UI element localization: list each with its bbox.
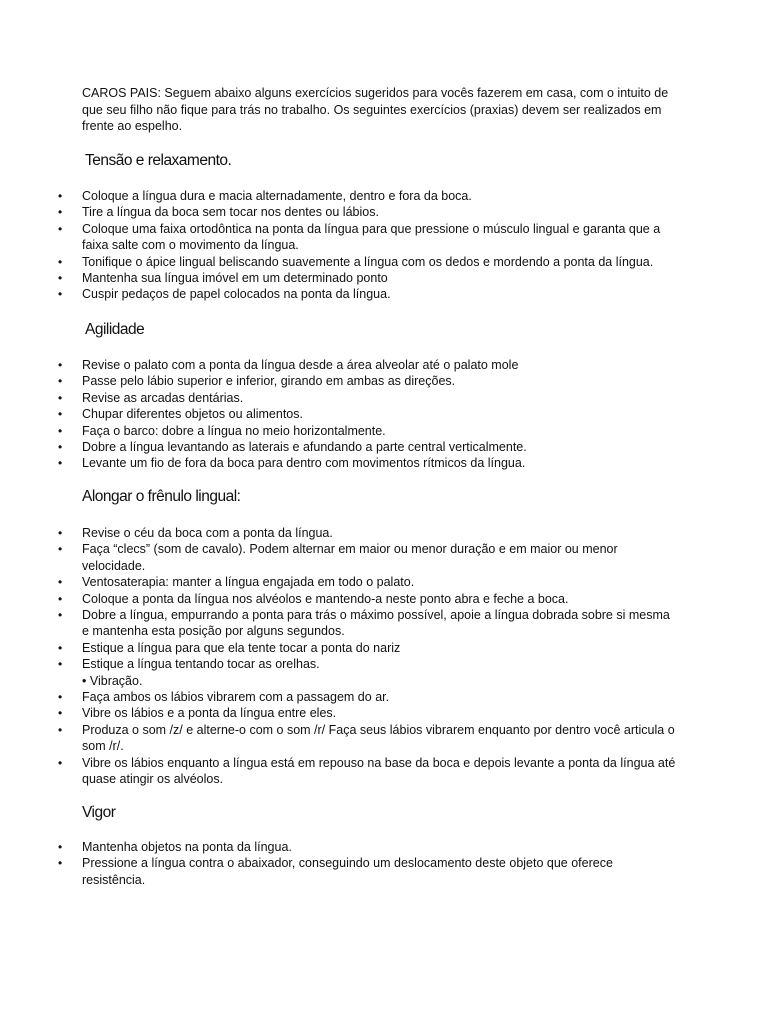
- section-heading-frenulo: Alongar o frênulo lingual:: [82, 488, 241, 505]
- bullet-icon: •: [58, 189, 63, 203]
- section-list-agilidade: [0, 357, 700, 472]
- bullet-icon: •: [58, 526, 63, 540]
- list-item: • Dobre a língua levantando as laterais e afundando a parte central verticalmente.: [58, 440, 527, 455]
- list-item: • Estique a língua para que ela tente tocar a ponta do nariz: [58, 640, 401, 655]
- list-item: • Tonifique o ápice lingual beliscando suavemente a língua com os dedos e mordendo a ponta da língua.: [58, 254, 654, 269]
- bullet-icon: •: [58, 254, 63, 269]
- bullet-icon: •: [58, 591, 63, 606]
- list-item: • Produza o som /z/ e alterne-o com o som /r/ Faça seus lábios vibrarem enquanto por dentro você articula o som /r/.: [58, 722, 675, 754]
- list-item: • Tire a língua da boca sem tocar nos dentes ou lábios.: [58, 205, 379, 220]
- list-item: • Vibre os lábios enquanto a língua está em repouso na base da boca e depois levante a ponta da língua até quase atingir os alvéolos.: [58, 755, 676, 787]
- list-item: • Cuspir pedaços de papel colocados na ponta da língua.: [58, 287, 391, 302]
- section-heading-agilidade: Agilidade: [85, 321, 145, 338]
- bullet-icon: •: [58, 608, 63, 623]
- bullet-icon: •: [58, 271, 63, 286]
- bullet-icon: •: [58, 390, 63, 405]
- list-item: • Chupar diferentes objetos ou alimentos.: [58, 407, 303, 422]
- list-item: • Coloque a língua dura e macia alternadamente, dentro e fora da boca.: [58, 189, 472, 203]
- list-item: • Coloque uma faixa ortodôntica na ponta da língua para que pressione o músculo lingual e garanta que a faixa salte com o movimento da língua.: [58, 221, 661, 253]
- bullet-icon: •: [58, 205, 63, 220]
- list-item: • Dobre a língua, empurrando a ponta para trás o máximo possível, apoie a língua dobrada sobre si mesma e mantenha esta posição por alguns segundos.: [58, 608, 670, 639]
- list-item: • Mantenha objetos na ponta da língua.: [58, 840, 292, 854]
- section-list-vigor: [0, 839, 700, 888]
- bullet-icon: •: [58, 374, 63, 389]
- list-item: • Mantenha sua língua imóvel em um determinado ponto: [58, 271, 388, 286]
- section-heading-tensao: Tensão e relaxamento.: [85, 152, 232, 169]
- section-heading-vigor: Vigor: [82, 804, 116, 821]
- list-item: • Pressione a língua contra o abaixador, conseguindo um deslocamento deste objeto que oferece resistência.: [58, 856, 613, 887]
- list-item: • Estique a língua tentando tocar as orelhas.: [58, 657, 320, 672]
- bullet-icon: •: [58, 706, 63, 721]
- bullet-icon: •: [58, 221, 63, 236]
- bullet-icon: •: [58, 287, 63, 302]
- section-list-frenulo: [0, 525, 700, 788]
- bullet-icon: •: [58, 856, 63, 871]
- section-list-tensao: [0, 188, 700, 303]
- bullet-icon: •: [58, 358, 63, 372]
- bullet-icon: •: [58, 542, 63, 557]
- list-item: • Faça ambos os lábios vibrarem com a passagem do ar.: [58, 690, 390, 705]
- bullet-icon: •: [58, 440, 63, 455]
- list-item: • Vibração.: [82, 673, 143, 688]
- list-item: • Revise o palato com a ponta da língua desde a área alveolar até o palato mole: [58, 358, 519, 372]
- list-item: • Revise as arcadas dentárias.: [58, 390, 244, 405]
- bullet-icon: •: [58, 423, 63, 438]
- bullet-icon: •: [58, 755, 63, 770]
- bullet-icon: •: [58, 657, 63, 672]
- bullet-icon: •: [58, 456, 63, 471]
- bullet-icon: •: [58, 575, 63, 590]
- list-item: • Faça o barco: dobre a língua no meio horizontalmente.: [58, 423, 386, 438]
- list-item: • Levante um fio de fora da boca para dentro com movimentos rítmicos da língua.: [58, 456, 526, 471]
- bullet-icon: •: [58, 722, 63, 737]
- bullet-icon: •: [58, 640, 63, 655]
- list-item: • Faça “clecs” (som de cavalo). Podem alternar em maior ou menor duração e em maior ou menor velocidade.: [58, 542, 618, 573]
- intro-paragraph: CAROS PAIS: Seguem abaixo alguns exercícios sugeridos para vocês fazerem em casa, com o intuito de que seu filho não fique para trás no trabalho. Os seguintes exercícios (praxias) devem ser realizados em frente ao espelho.: [82, 86, 669, 133]
- bullet-icon: •: [58, 407, 63, 422]
- list-item: • Revise o céu da boca com a ponta da língua.: [58, 526, 333, 540]
- list-item: • Passe pelo lábio superior e inferior, girando em ambas as direções.: [58, 374, 456, 389]
- list-item: • Coloque a ponta da língua nos alvéolos e mantendo-a neste ponto abra e feche a boca.: [58, 591, 569, 606]
- list-item: • Vibre os lábios e a ponta da língua entre eles.: [58, 706, 337, 721]
- list-item: • Ventosaterapia: manter a língua engajada em todo o palato.: [58, 575, 415, 590]
- bullet-icon: •: [58, 840, 63, 854]
- bullet-icon: •: [58, 690, 63, 705]
